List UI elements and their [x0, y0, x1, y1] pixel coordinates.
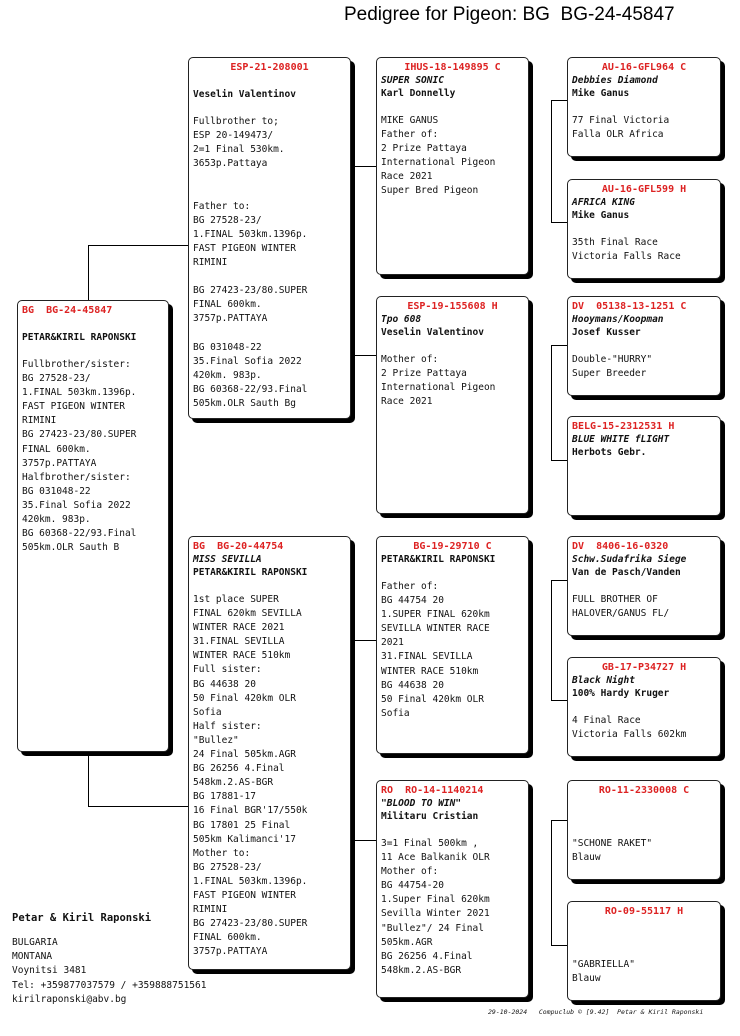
- connector-line: [349, 355, 376, 356]
- ring-number: RO-11-2330008 C: [598, 785, 690, 796]
- owner-name: Militaru Cristian: [381, 811, 479, 822]
- ring-number: DV 05138-13-1251 C: [572, 301, 687, 312]
- footer-text: 29-10-2024 Compuclub © [9.42] Petar & Kiril Raponski: [488, 1008, 704, 1016]
- ring-number: AU-16-GFL964 C: [601, 62, 687, 73]
- pigeon-name: SUPER SONIC: [381, 75, 444, 86]
- ring-number: ESP-19-155608 H: [407, 301, 498, 312]
- connector-line: [551, 222, 568, 223]
- great-grandparent-card[interactable]: [567, 296, 721, 396]
- pigeon-name: Black Night: [572, 675, 635, 686]
- sire-dam-card[interactable]: [376, 296, 529, 514]
- pigeon-notes: Father of: BG 44754 20 1.SUPER FINAL 620km SEVILLA WINTER RACE 2021 31.FINAL SEVILLA WINTER RACE 510km BG 44638 20 50 Final 420km OLR Sofia: [381, 581, 490, 719]
- connector-line: [551, 460, 568, 461]
- ring-number: IHUS-18-149895 C: [404, 62, 501, 73]
- connector-line: [349, 166, 376, 167]
- connector-line: [551, 100, 552, 222]
- great-grandparent-card[interactable]: [567, 536, 721, 636]
- connector-line: [551, 820, 568, 821]
- owner-name: Mike Ganus: [572, 88, 630, 99]
- dam-card[interactable]: [188, 536, 351, 970]
- pigeon-notes: 4 Final Race Victoria Falls 602km: [572, 715, 687, 741]
- page-title: Pedigree for Pigeon: BG BG-24-45847: [344, 4, 675, 25]
- pigeon-notes: "GABRIELLA" Blauw: [572, 959, 635, 985]
- breeder-address: BULGARIA MONTANA Voynitsi 3481 Tel: +359877037579 / +359888751561 kirilraponski@abv.bg: [12, 937, 207, 1005]
- pigeon-notes: 3=1 Final 500km , 11 Ace Balkanik OLR Mother of: BG 44754-20 1.Super Final 620km Sevilla Winter 2021 "Bullez"/ 24 Final 505km.AGR BG 26256 4.Final 548km.2.AS-BGR: [381, 838, 490, 976]
- pigeon-notes: Fullbrother to; ESP 20-149473/ 2=1 Final 530km. 3653p.Pattaya Father to: BG 27528-23/ 1.FINAL 503km.1396p. FAST PIGEON WINTER RIMINI BG 27423-23/80.SUPER FINAL 600km. 3757p.PATTAYA BG 031048-22 35.Final Sofia 2022 420km. 983p. BG 60368-22/93.Final 505km.OLR Sauth Bg: [193, 116, 308, 409]
- pigeon-name: Schw.Sudafrika Siege: [572, 554, 687, 565]
- ring-number: BG BG-20-44754: [193, 541, 284, 552]
- great-grandparent-card[interactable]: [567, 901, 721, 1001]
- owner-name: Van de Pasch/Vanden: [572, 567, 681, 578]
- connector-line: [551, 580, 552, 700]
- owner-name: PETAR&KIRIL RAPONSKI: [193, 567, 308, 578]
- pigeon-name: MISS SEVILLA: [193, 554, 262, 565]
- ring-number: BG-19-29710 C: [413, 541, 492, 552]
- ring-number: RO-09-55117 H: [604, 906, 684, 917]
- ring-number: AU-16-GFL599 H: [601, 184, 687, 195]
- connector-line: [551, 820, 552, 945]
- owner-name: PETAR&KIRIL RAPONSKI: [22, 332, 137, 343]
- ring-number: BG BG-24-45847: [22, 305, 113, 316]
- connector-line: [551, 945, 568, 946]
- ring-number: BELG-15-2312531 H: [572, 421, 675, 432]
- connector-line: [349, 640, 376, 641]
- sire-card[interactable]: [188, 57, 351, 419]
- pigeon-name: Debbies Diamond: [572, 75, 658, 86]
- subject-pigeon-card[interactable]: [17, 300, 169, 752]
- pigeon-name: Tpo 608: [381, 314, 422, 325]
- pigeon-notes: MIKE GANUS Father of: 2 Prize Pattaya International Pigeon Race 2021 Super Bred Pigeon: [381, 115, 496, 197]
- ring-number: ESP-21-208001: [230, 62, 309, 73]
- pigeon-name: BLUE WHITE fLIGHT: [572, 434, 670, 445]
- connector-line: [349, 840, 376, 841]
- owner-name: 100% Hardy Kruger: [572, 688, 670, 699]
- owner-name: Veselin Valentinov: [193, 89, 296, 100]
- dam-sire-card[interactable]: [376, 536, 529, 754]
- pigeon-notes: Double-"HURRY" Super Breeder: [572, 354, 653, 380]
- connector-line: [88, 752, 89, 806]
- ring-number: GB-17-P34727 H: [601, 662, 687, 673]
- ring-number: RO RO-14-1140214: [381, 785, 484, 796]
- pigeon-notes: 77 Final Victoria Falla OLR Africa: [572, 115, 670, 141]
- pigeon-notes: 1st place SUPER FINAL 620km SEVILLA WINTER RACE 2021 31.FINAL SEVILLA WINTER RACE 510km Full sister: BG 44638 20 50 Final 420km OLR Sofia Half sister: "Bullez" 24 Final 505km.AGR BG 26256 4.Final 548km.2.AS-BGR BG 17881-17 16 Final BGR'17/550k BG 17801 25 Final 505km Kalimanci'17 Mother to: BG 27528-23/ 1.FINAL 503km.1396p. FAST PIGEON WINTER RIMINI BG 27423-23/80.SUPER FINAL 600km. 3757p.PATTAYA: [193, 594, 308, 958]
- great-grandparent-card[interactable]: [567, 57, 721, 157]
- pigeon-name: AFRICA KING: [572, 197, 635, 208]
- dam-dam-card[interactable]: [376, 780, 529, 998]
- owner-name: Josef Kusser: [572, 327, 641, 338]
- connector-line: [551, 580, 568, 581]
- great-grandparent-card[interactable]: [567, 179, 721, 279]
- breeder-name: Petar & Kiril Raponski: [12, 912, 152, 924]
- owner-name: Mike Ganus: [572, 210, 630, 221]
- pigeon-name: "BLOOD TO WIN": [381, 798, 462, 809]
- connector-line: [551, 345, 568, 346]
- owner-name: Veselin Valentinov: [381, 327, 484, 338]
- pigeon-notes: Fullbrother/sister: BG 27528-23/ 1.FINAL 503km.1396p. FAST PIGEON WINTER RIMINI BG 27423-23/80.SUPER FINAL 600km. 3757p.PATTAYA Halfbrother/sister: BG 031048-22 35.Final Sofia 2022 420km. 983p. BG 60368-22/93.Final 505km.OLR Sauth B: [22, 359, 137, 554]
- great-grandparent-card[interactable]: [567, 416, 721, 516]
- pigeon-notes: 35th Final Race Victoria Falls Race: [572, 237, 681, 263]
- ring-number: DV 8406-16-0320: [572, 541, 669, 552]
- connector-line: [88, 245, 89, 302]
- sire-sire-card[interactable]: [376, 57, 529, 275]
- connector-line: [551, 100, 568, 101]
- owner-name: Karl Donnelly: [381, 88, 456, 99]
- pigeon-name: Hooymans/Koopman: [572, 314, 664, 325]
- pigeon-notes: Mother of: 2 Prize Pattaya International Pigeon Race 2021: [381, 354, 496, 408]
- pigeon-notes: "SCHONE RAKET" Blauw: [572, 838, 653, 864]
- great-grandparent-card[interactable]: [567, 657, 721, 757]
- connector-line: [88, 245, 188, 246]
- connector-line: [551, 700, 568, 701]
- owner-name: Herbots Gebr.: [572, 447, 647, 458]
- great-grandparent-card[interactable]: [567, 780, 721, 880]
- connector-line: [551, 345, 552, 460]
- owner-name: PETAR&KIRIL RAPONSKI: [381, 554, 496, 565]
- connector-line: [88, 806, 188, 807]
- pigeon-notes: FULL BROTHER OF HALOVER/GANUS FL/: [572, 594, 670, 620]
